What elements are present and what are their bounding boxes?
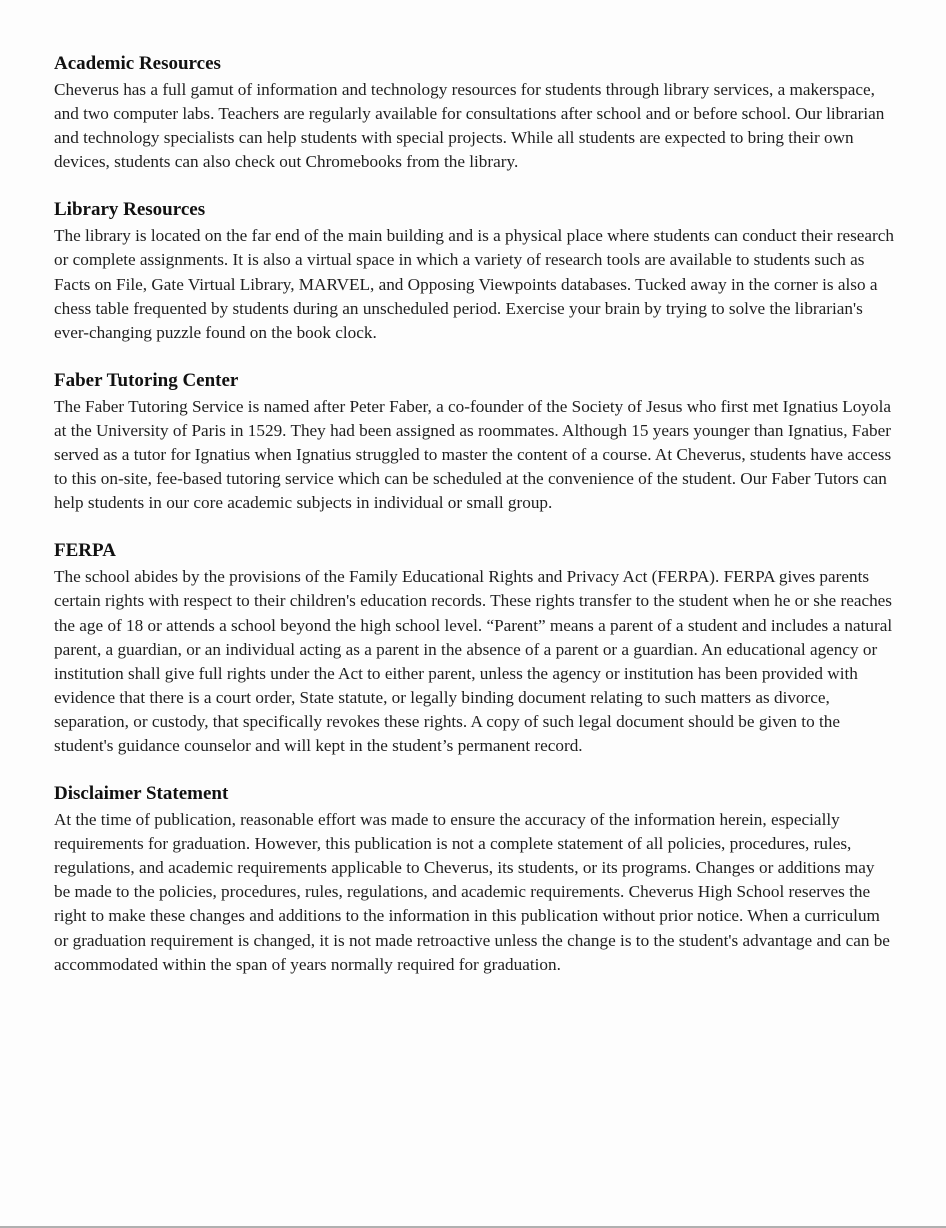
section-body: Cheverus has a full gamut of information and technology resources for students through library services, a makerspace, and two computer labs. Teachers are regularly available for consultations after school and or before school. Our librarian and technology specialists can help students with special projects. While all students are expected to bring their own devices, students can also check out Chromebooks from the library. [54,80,885,172]
section-heading: Disclaimer Statement [54,783,229,805]
section-academic-resources [54,52,894,174]
section-disclaimer-statement [54,782,894,977]
section-body: At the time of publication, reasonable effort was made to ensure the accuracy of the information herein, especially requirements for graduation. However, this publication is not a complete statement of all policies, procedures, rules, regulations, and academic requirements applicable to Cheverus, its students, or its programs. Changes or additions may be made to the policies, procedures, rules, regulations, and academic requirements. Cheverus High School reserves the right to make these changes and additions to the information in this publication without prior notice. When a curriculum or graduation requirement is changed, it is not made retroactive unless the change is to the student's advantage and can be accommodated within the span of years normally required for graduation. [54,810,890,974]
section-heading: Library Resources [54,199,206,221]
section-body: The Faber Tutoring Service is named after Peter Faber, a co-founder of the Society of Jesus who first met Ignatius Loyola at the University of Paris in 1529. They had been assigned as roommates. Although 15 years younger than Ignatius, Faber served as a tutor for Ignatius when Ignatius struggled to master the content of a course. At Cheverus, students have access to this on-site, fee-based tutoring service which can be scheduled at the convenience of the student. Our Faber Tutors can help students in our core academic subjects in individual or small group. [54,396,892,513]
section-body: The school abides by the provisions of the Family Educational Rights and Privacy Act (FERPA). FERPA gives parents certain rights with respect to their children's education records. These rights transfer to the student when he or she reaches the age of 18 or attends a school beyond the high school level. “Parent” means a parent of a student and includes a natural parent, a guardian, or an individual acting as a parent in the absence of a parent or a guardian. An educational agency or institution shall give full rights under the Act to either parent, unless the agency or institution has been provided with evidence that there is a court order, State statute, or legally binding document relating to such matters as divorce, separation, or custody, that specifically revokes these rights. A copy of such legal document should be given to the student's guidance counselor and will kept in the student’s permanent record. [54,567,893,755]
section-heading: Faber Tutoring Center [54,369,239,391]
section-library-resources [54,198,894,344]
section-faber-tutoring-center [54,369,894,515]
section-body: The library is located on the far end of the main building and is a physical place where students can conduct their research or complete assignments. It is also a virtual space in which a variety of research tools are available to students such as Facts on File, Gate Virtual Library, MARVEL, and Opposing Viewpoints databases. Tucked away in the corner is also a chess table frequented by students during an unscheduled period. Exercise your brain by trying to solve the librarian's ever-changing puzzle found on the book clock. [54,226,894,342]
section-heading: FERPA [54,540,116,562]
section-heading: Academic Resources [54,53,221,74]
document-page [54,52,894,1001]
section-ferpa [54,539,894,758]
